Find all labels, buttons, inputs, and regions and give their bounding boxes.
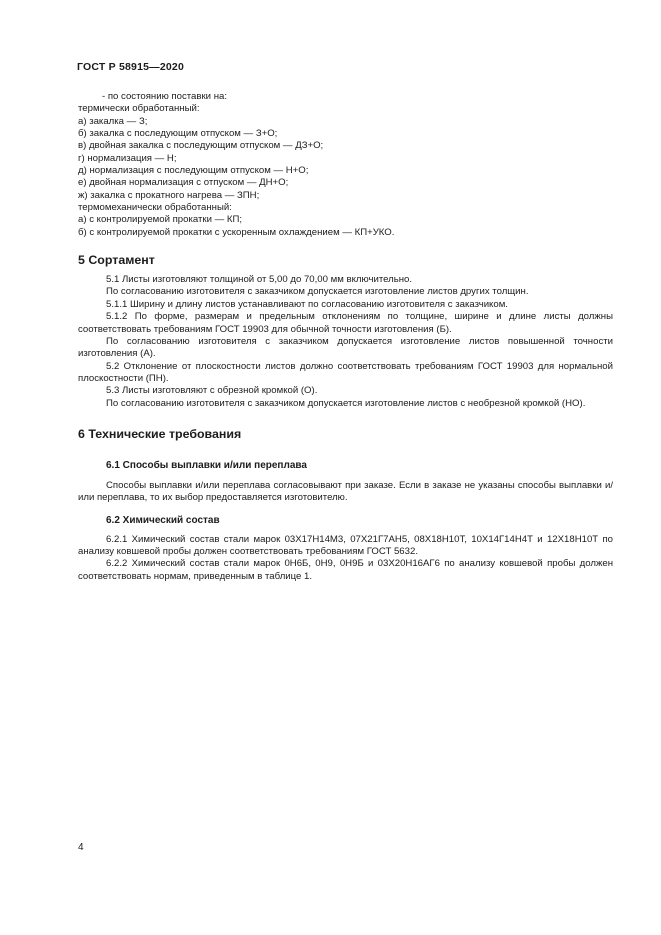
page-content [78,91,613,583]
paragraph: 5.1.1 Ширину и длину листов устанавливают по согласованию изготовителя с заказчиком. [106,298,508,310]
paragraph: По согласованию изготовителя с заказчиком допускается изготовление листов других толщин. [106,286,529,298]
list-item: а) с контролируемой прокатки — КП; [78,214,243,226]
paragraph: 5.1 Листы изготовляют толщиной от 5,00 до 70,00 мм включительно. [106,274,413,286]
paragraph: 5.2 Отклонение от плоскостности листов должно соответствовать требованиям ГОСТ 19903 для нормальной плоскостности (ПН). [78,360,613,384]
document-header: ГОСТ Р 58915—2020 [77,61,185,73]
list-item: в) двойная закалка с последующим отпуском — ДЗ+О; [78,140,324,152]
list-item: б) с контролируемой прокатки с ускоренным охлаждением — КП+УКО. [78,226,395,238]
list-item: ж) закалка с прокатного нагрева — ЗПН; [78,189,260,201]
section-heading-6: 6 Технические требования [78,426,242,441]
list-item: б) закалка с последующим отпуском — З+О; [78,128,278,140]
page-number: 4 [78,842,84,853]
section-heading-5: 5 Сортамент [78,253,155,268]
paragraph: По согласованию изготовителя с заказчиком допускается изготовление листов повышенной точности изготовления (А). [78,335,613,360]
list-item: г) нормализация — Н; [78,152,177,164]
list-item: д) нормализация с последующим отпуском — Н+О; [78,165,309,177]
subsection-heading-6-2: 6.2 Химический состав [106,514,220,526]
list-heading-thermal: термически обработанный: [78,103,200,115]
paragraph: 5.1.2 По форме, размерам и предельным отклонениям по толщине, ширине и длине листы должны соответствовать требованиям ГОСТ 19903 для обычной точности изготовления (Б). [78,311,613,335]
list-item: а) закалка — З; [78,115,148,127]
paragraph: 6.2.1 Химический состав стали марок 03Х17Н14М3, 07Х21Г7АН5, 08Х18Н10Т, 10Х14Г14Н4Т и 12Х18Н10Т по анализу ковшевой пробы должен соответствовать требованиям ГОСТ 5632. [78,533,613,557]
subsection-heading-6-1: 6.1 Способы выплавки и/или переплава [106,459,307,471]
paragraph: 6.2.2 Химический состав стали марок 0Н6Б, 0Н9, 0Н9Б и 03Х20Н16АГ6 по анализу ковшевой пробы должен соответствовать нормам, приведенным в таблице 1. [78,558,613,582]
section-5-body [78,274,613,410]
paragraph: Способы выплавки и/или переплава согласовывают при заказе. Если в заказе не указаны способы выплавки и/или переплава, то их выбор предоставляется изготовителю. [78,479,613,504]
list-heading-thermomech: термомеханически обработанный: [78,202,232,214]
list-intro: - по состоянию поставки на: [102,91,227,102]
paragraph: По согласованию изготовителя с заказчиком допускается изготовление листов с необрезной кромкой (НО). [106,397,586,409]
paragraph: 5.3 Листы изготовляют с обрезной кромкой (О). [106,385,318,397]
list-item: е) двойная нормализация с отпуском — ДН+О; [78,177,289,189]
delivery-state-list [78,91,613,239]
